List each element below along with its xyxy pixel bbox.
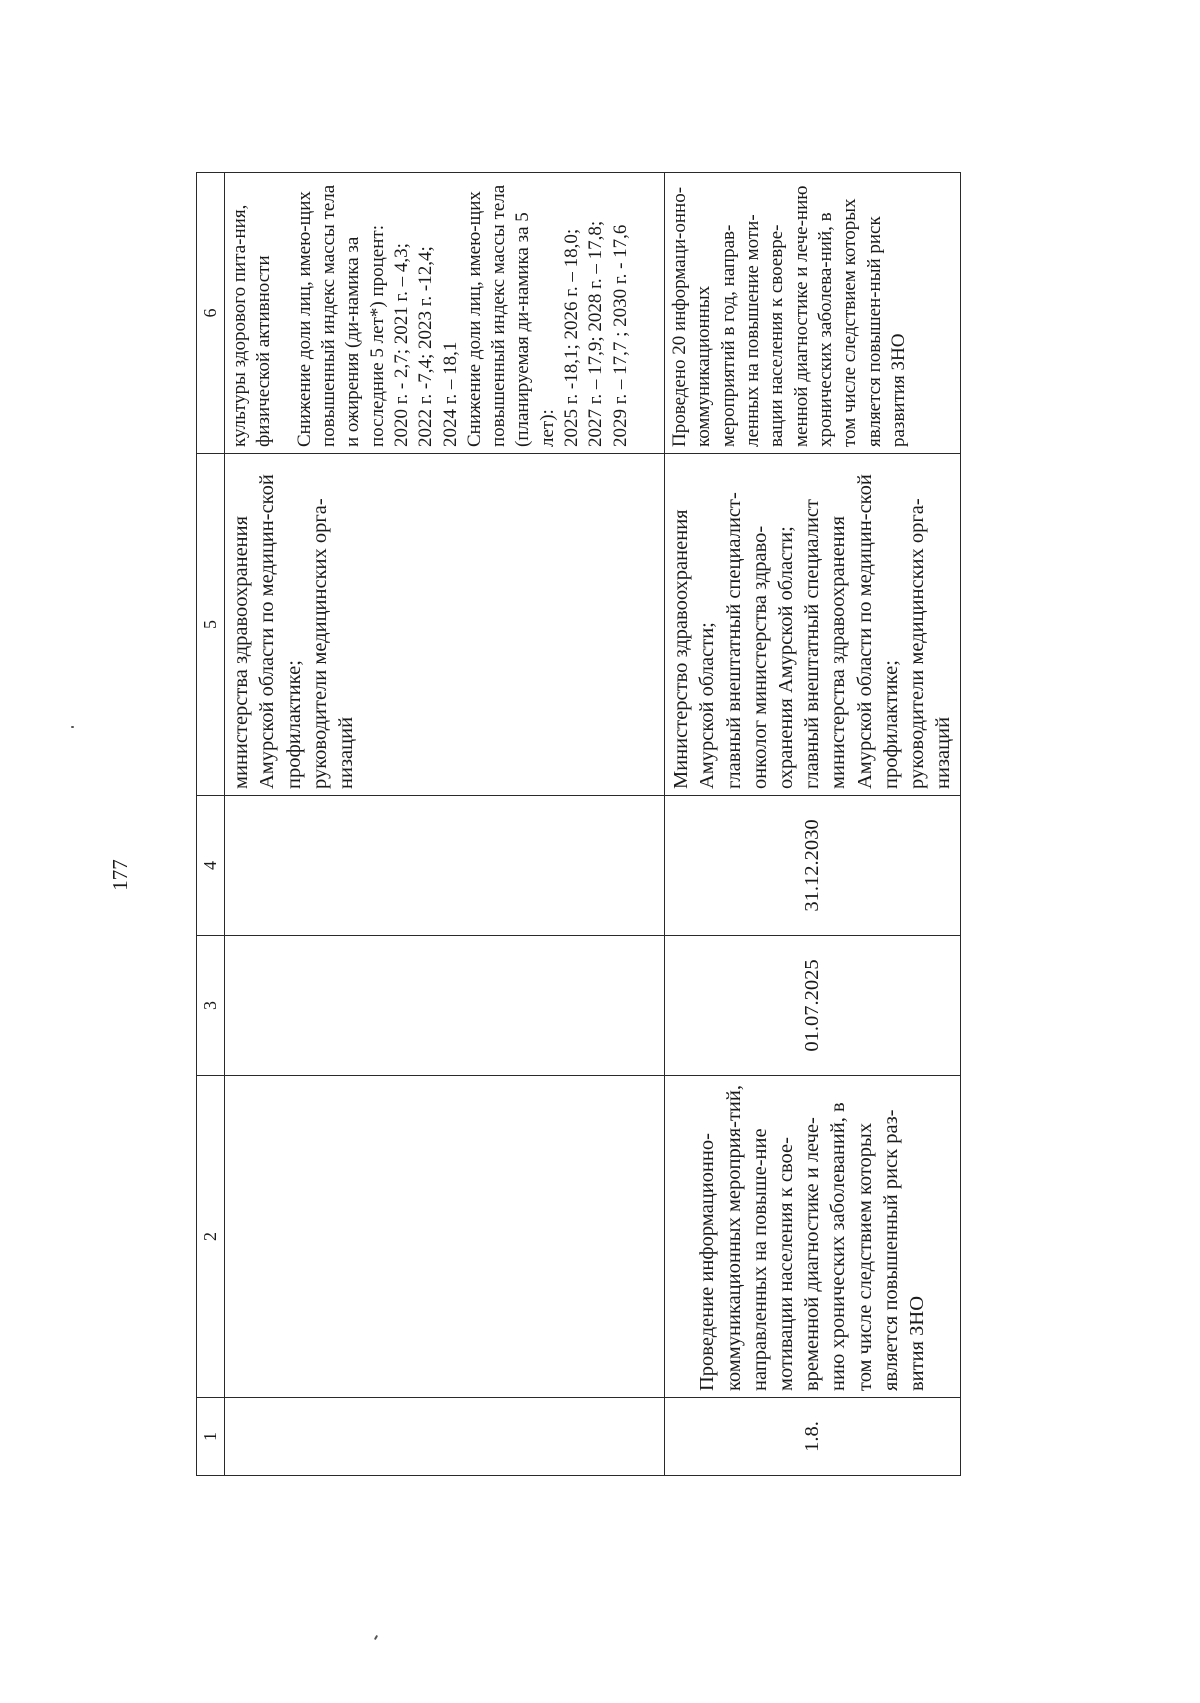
cell-start-date: 01.07.2025 — [665, 936, 961, 1076]
rotated-table-wrapper — [196, 173, 956, 1476]
header-cell-1: 1 — [197, 1398, 225, 1476]
cell-start-date — [225, 936, 665, 1076]
header-cell-5: 5 — [197, 454, 225, 796]
result-line: 2024 г. – 18,1 — [439, 341, 461, 447]
header-cell-3: 3 — [197, 936, 225, 1076]
result-line: 2020 г. - 2,7; 2021 г. – 4,3; — [390, 243, 412, 447]
cell-measure: Проведение информационно-коммуникационных мероприя-тий, направленных на повыше-ние мотивации населения к свое-временной диагностике и лече-нию хронических заболеваний, в том числе следствием которых является повышенный риск раз-вития ЗНО — [665, 1076, 961, 1398]
cell-responsible — [665, 454, 961, 796]
result-line: культуры здорового пита-ния, физической активности — [229, 204, 275, 447]
header-cell-2: 2 — [197, 1076, 225, 1398]
result-line: Снижение доли лиц, имею-щих повышенный индекс массы тела и ожирения (ди-намика за последние 5 лет*) процент: — [293, 184, 388, 447]
header-cell-6: 6 — [197, 173, 225, 454]
cell-end-date — [225, 796, 665, 936]
table-row-continuation — [225, 173, 665, 1476]
scan-speck — [71, 726, 74, 728]
result-line: 2029 г. – 17,7 ; 2030 г. - 17,6 — [609, 224, 631, 447]
table-row-1-8 — [665, 173, 961, 1476]
responsible-line: руководители медицинских орга-низаций — [906, 498, 955, 789]
header-row — [197, 173, 225, 1476]
scan-speck — [374, 1635, 378, 1640]
responsible-line: главный внештатный специалист-онколог министерства здраво-охранения Амурской области; — [722, 492, 797, 789]
result-line: 2027 г. – 17,9; 2028 г. – 17,8; — [585, 220, 607, 447]
cell-result: Проведено 20 информаци-онно-коммуникационных мероприятий в год, направ-ленных на повышение моти-вации населения к своевре-менной диагностике и лече-нию хронических заболева-ний, в том числе следствием которых является повышен-ный риск развития ЗНО — [665, 173, 961, 454]
responsible-line: Министерство здравоохранения Амурской области; — [670, 509, 719, 789]
result-line: 2022 г. -7,4; 2023 г. -12,4; — [415, 246, 437, 447]
measures-table — [196, 172, 961, 1476]
responsible-line: главный внештатный специалист министерства здравоохранения Амурской области по медицин-ской профилактике; — [801, 474, 902, 789]
cell-number — [225, 1398, 665, 1476]
header-cell-4: 4 — [197, 796, 225, 936]
page-number: 177 — [108, 859, 132, 891]
result-line: 2025 г. -18,1; 2026 г. – 18,0; — [561, 228, 583, 447]
cell-number: 1.8. — [665, 1398, 961, 1476]
responsible-line: руководители медицинских орга-низаций — [308, 498, 357, 789]
cell-result — [225, 173, 665, 454]
cell-end-date: 31.12.2030 — [665, 796, 961, 936]
cell-responsible — [225, 454, 665, 796]
cell-measure — [225, 1076, 665, 1398]
result-line: Снижение доли лиц, имею-щих повышенный индекс массы тела (планируемая ди-намика за 5 лет): — [463, 184, 558, 447]
responsible-line: министерства здравоохранения Амурской области по медицин-ской профилактике; — [230, 474, 305, 789]
